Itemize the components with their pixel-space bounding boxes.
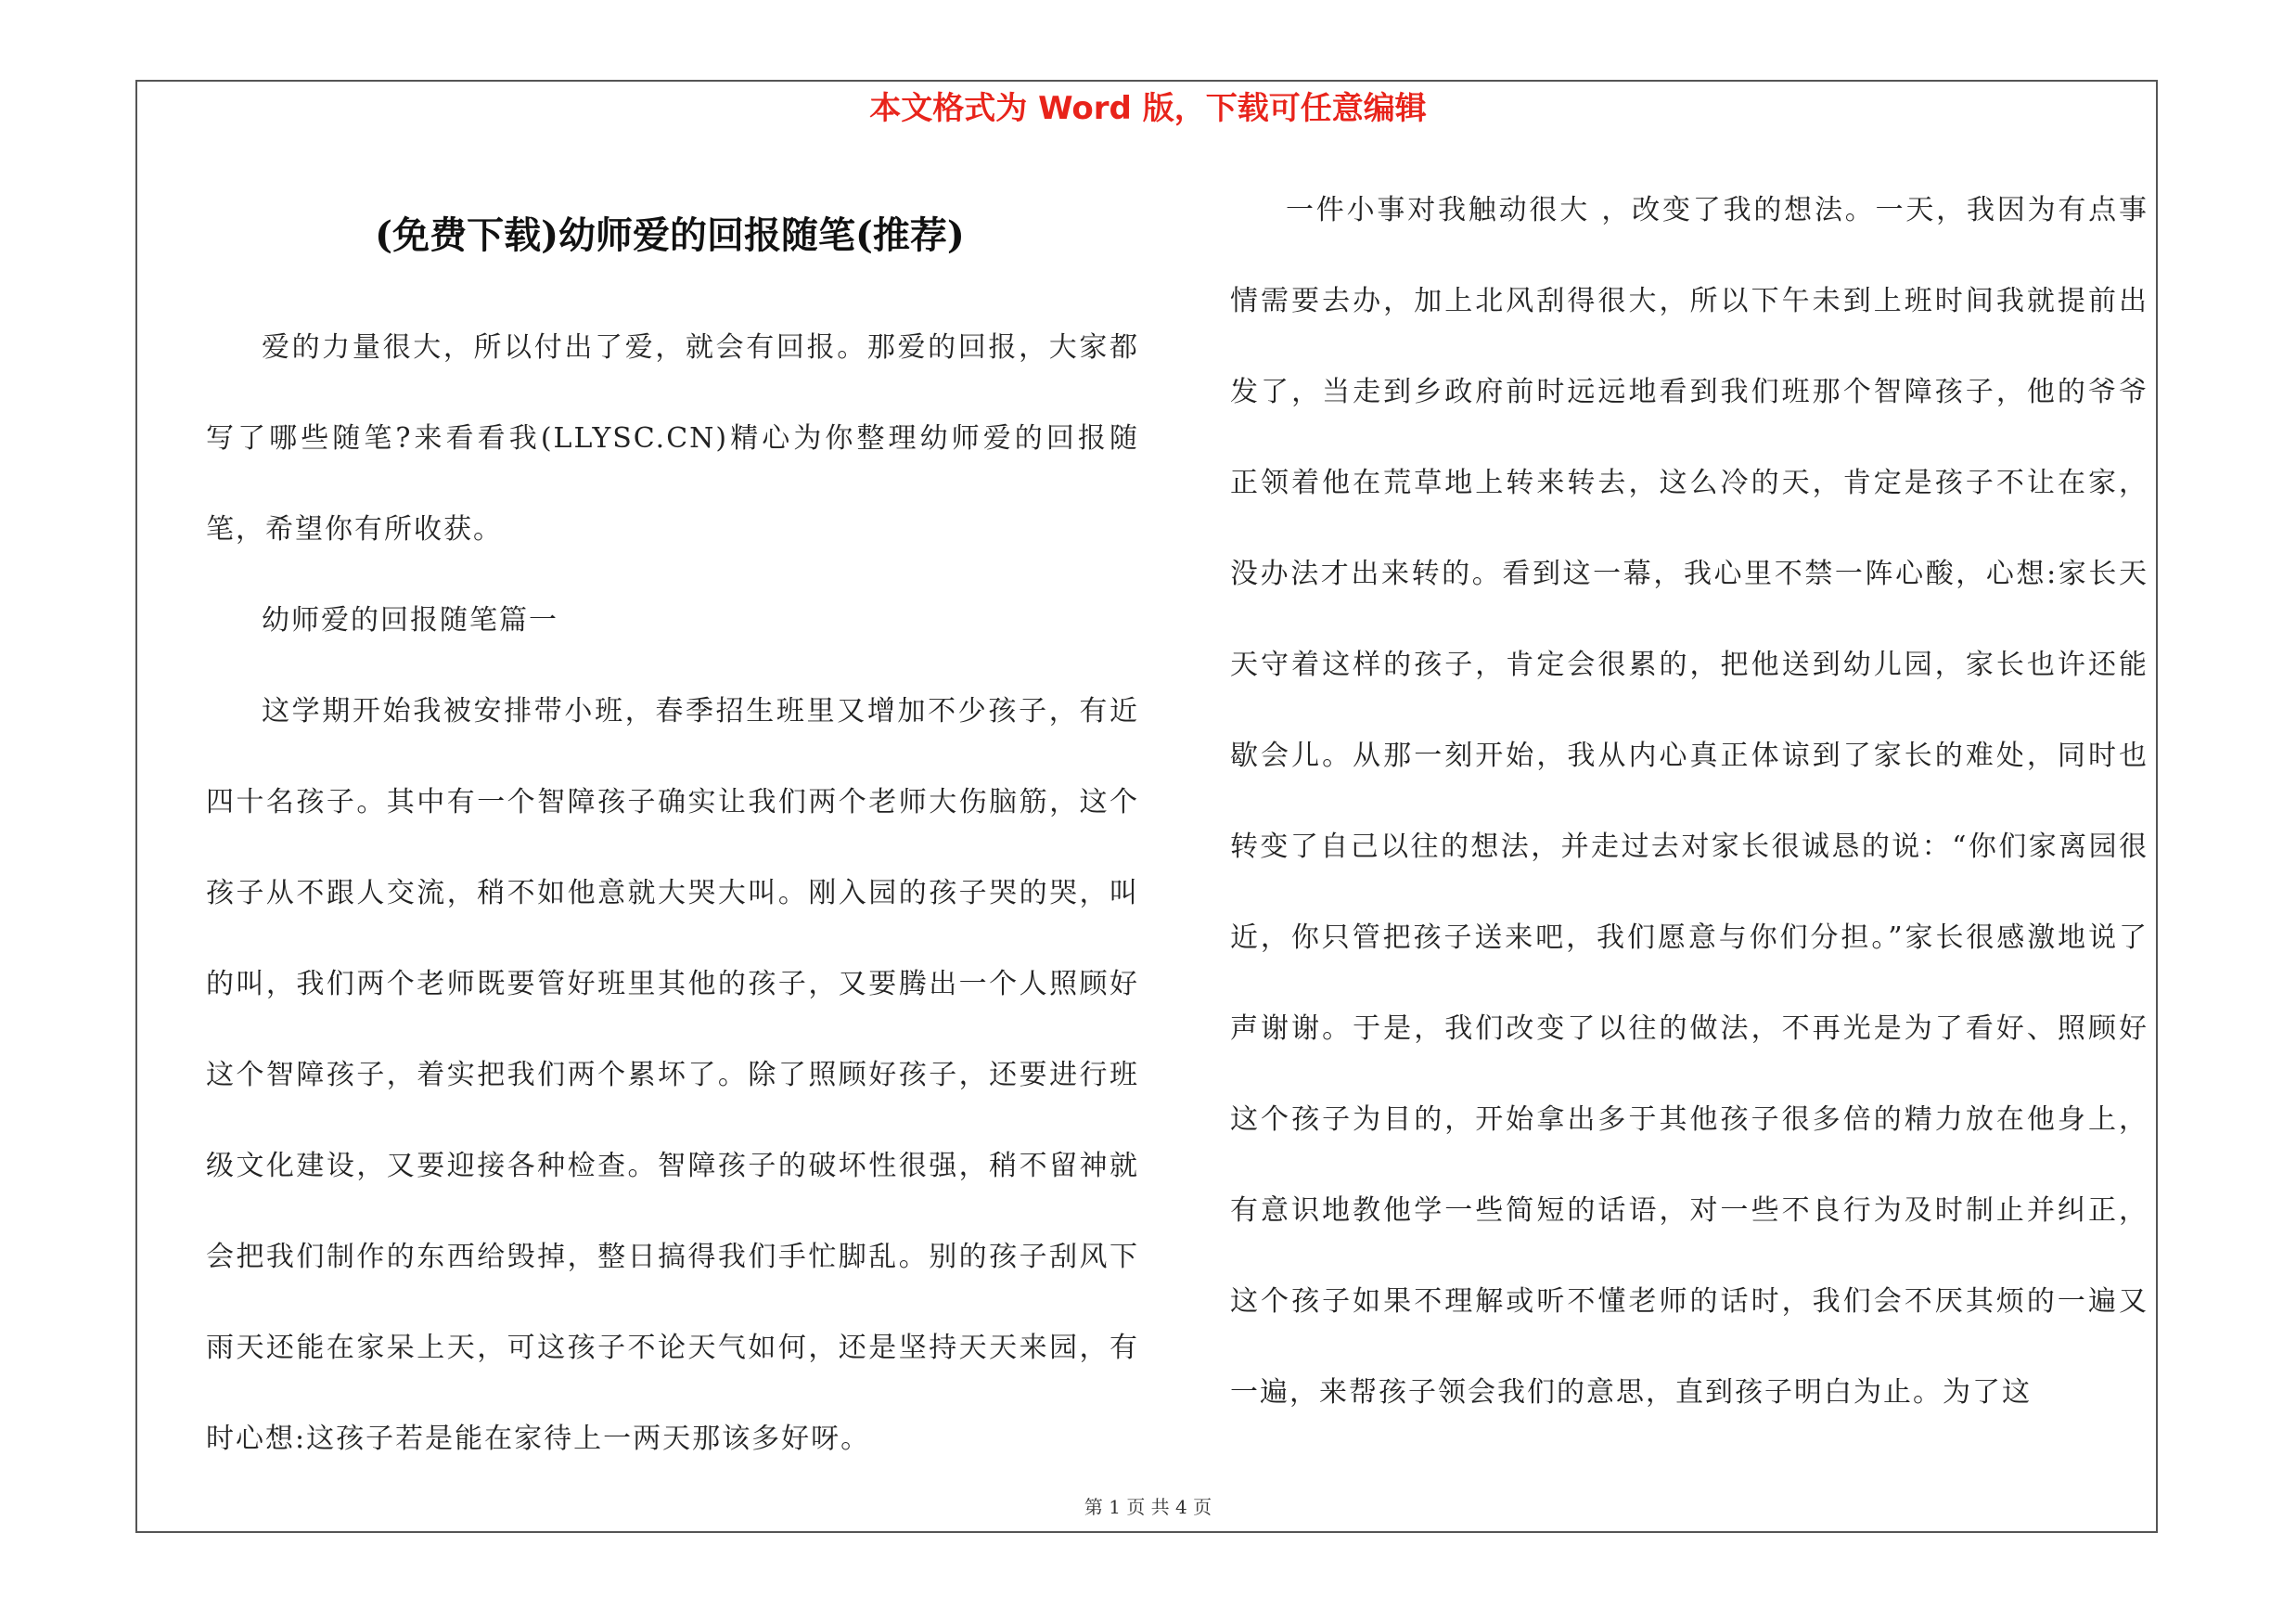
format-banner: 本文格式为 Word 版，下载可任意编辑: [869, 90, 1427, 127]
left-column: [206, 303, 1139, 1485]
intro-paragraph: 爱的力量很大，所以付出了爱，就会有回报。那爱的回报，大家都写了哪些随笔?来看看我(LLYSC.CN)精心为你整理幼师爱的回报随笔，希望你有所收获。: [206, 331, 1139, 546]
body-paragraph: 一件小事对我触动很大 ，改变了我的想法。一天，我因为有点事情需要去办，加上北风刮得很大，所以下午未到上班时间我就提前出发了，当走到乡政府前时远远地看到我们班那个智障孩子，他的爷爷正领着他在荒草地上转来转去，这么冷的天，肯定是孩子不让在家，没办法才出来转的。看到这一幕，我心里不禁一阵心酸，心想:家长天天守着这样的孩子，肯定会很累的，把他送到幼儿园，家长也许还能歇会儿。从那一刻开始，我从内心真正体谅到了家长的难处，同时也转变了自己以往的想法，并走过去对家长很诚恳的说：“你们家离园很近，你只管把孩子送来吧，我们愿意与你们分担。”家长很感激地说了声谢谢。于是，我们改变了以往的做法，不再光是为了看好、照顾好这个孩子为目的，开始拿出多于其他孩子很多倍的精力放在他身上，有意识地教他学一些简短的话语，对一些不良行为及时制止并纠正，这个孩子如果不理解或听不懂老师的话时，我们会不厌其烦的一遍又一遍，来帮孩子领会我们的意思，直到孩子明白为止。为了这: [1230, 194, 2148, 1409]
document-title: (免费下载)幼师爱的回报随笔(推荐): [375, 213, 965, 257]
body-paragraph: 这学期开始我被安排带小班，春季招生班里又增加不少孩子，有近四十名孩子。其中有一个智障孩子确实让我们两个老师大伤脑筋，这个孩子从不跟人交流，稍不如他意就大哭大叫。刚入园的孩子哭的哭，叫的叫，我们两个老师既要管好班里其他的孩子，又要腾出一个人照顾好这个智障孩子，着实把我们两个累坏了。除了照顾好孩子，还要进行班级文化建设，又要迎接各种检查。智障孩子的破坏性很强，稍不留神就会把我们制作的东西给毁掉，整日搞得我们手忙脚乱。别的孩子刮风下雨天还能在家呆上天，可这孩子不论天气如何，还是坚持天天来园，有时心想:这孩子若是能在家待上一两天那该多好呀。: [206, 695, 1139, 1455]
section-heading: 幼师爱的回报随笔篇一: [262, 604, 558, 637]
page-number-footer: 第 1 页 共 4 页: [1084, 1496, 1212, 1518]
right-column: [1230, 165, 2148, 1438]
